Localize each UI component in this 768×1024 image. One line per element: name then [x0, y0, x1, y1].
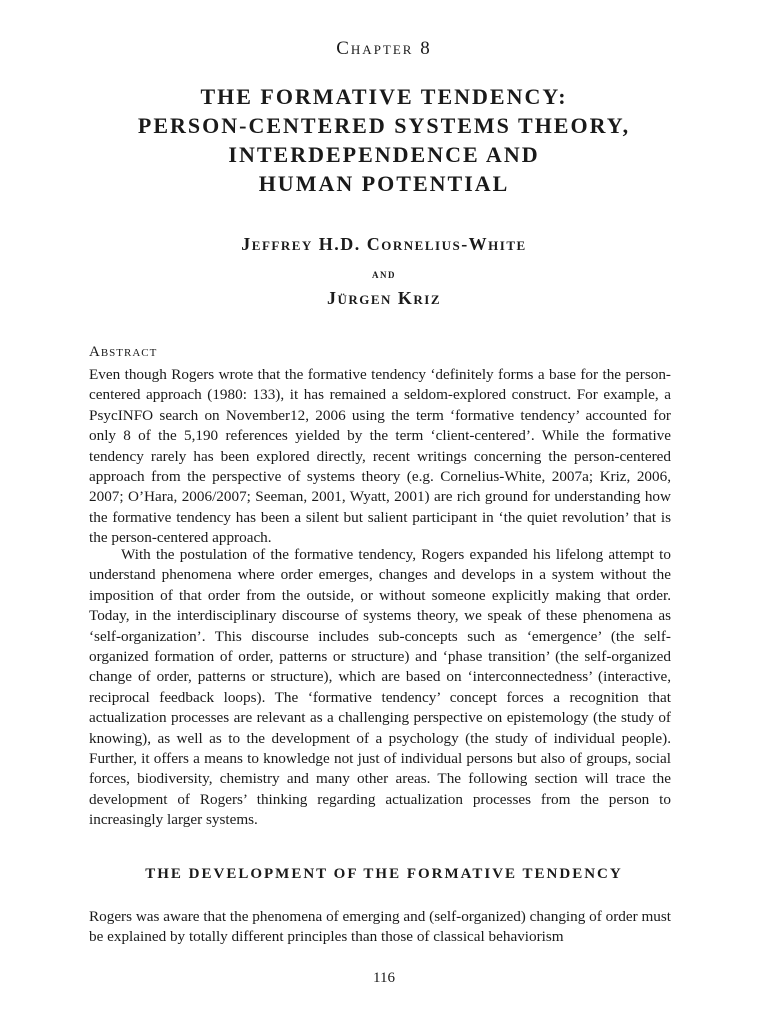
- section-heading: THE DEVELOPMENT OF THE FORMATIVE TENDENCY: [145, 866, 623, 882]
- section-paragraph: Rogers was aware that the phenomena of emerging and (self-organized) changing of order must be explained by totally different principles than those of classical behaviorism: [89, 908, 671, 946]
- author-second: Jürgen Kriz: [326, 288, 442, 308]
- page-number: 116: [373, 970, 395, 986]
- title-line: THE FORMATIVE TENDENCY:: [200, 84, 568, 109]
- abstract-paragraph: With the postulation of the formative tendency, Rogers expanded his lifelong attempt to understand phenomena where order emerges, changes and develops in a system without the imposition of that order from the outside, or without someone explicitly making that order. Today, in the interdisciplinary discourse of systems theory, we speak of these phenomena as ‘self-organization’. This discourse includes sub-concepts such as ‘emergence’ (the self-organized formation of order, patterns or structure) and ‘phase transition’ (the self-organized change of order, patterns or structure), which are based on ‘interconnectedness’ (interactive, reciprocal feedback loops). The ‘formative tendency’ concept forces a recognition that actualization processes are relevant as a challenging perspective on epistemology (the study of knowing), as well as to the development of a psychology (the study of individual people). Further, it offers a means to knowledge not just of individual persons but also of groups, social forces, biodiversity, chemistry and many other areas. The following section will trace the development of Rogers’ thinking regarding actualization processes from the person to increasingly larger systems.: [89, 546, 671, 829]
- chapter-title: [0, 82, 768, 198]
- title-line: PERSON-CENTERED SYSTEMS THEORY,: [137, 113, 631, 138]
- chapter-label: Chapter 8: [336, 38, 432, 59]
- author-conjunction: and: [372, 266, 396, 281]
- author-first: Jeffrey H.D. Cornelius-White: [241, 234, 527, 254]
- abstract-heading: Abstract: [89, 344, 158, 360]
- abstract-paragraph: Even though Rogers wrote that the formative tendency ‘definitely forms a base for the person-centered approach (1980: 133), it has remained a seldom-explored construct. For example, a PsycINFO search on November12, 2006 using the term ‘formative tendency’ accounted for only 8 of the 5,190 references yielded by the term ‘client-centered’. While the formative tendency rarely has been explored directly, recent writings concerning the person-centered approach from the perspective of systems theory (e.g. Cornelius-White, 2007a; Kriz, 2006, 2007; O’Hara, 2006/2007; Seeman, 2001, Wyatt, 2001) are rich ground for understanding how the formative tendency has been a silent but salient participant in ‘the quiet revolution’ that is the person-centered approach.: [89, 366, 671, 547]
- title-line: HUMAN POTENTIAL: [258, 171, 510, 196]
- title-line: INTERDEPENDENCE AND: [228, 142, 540, 167]
